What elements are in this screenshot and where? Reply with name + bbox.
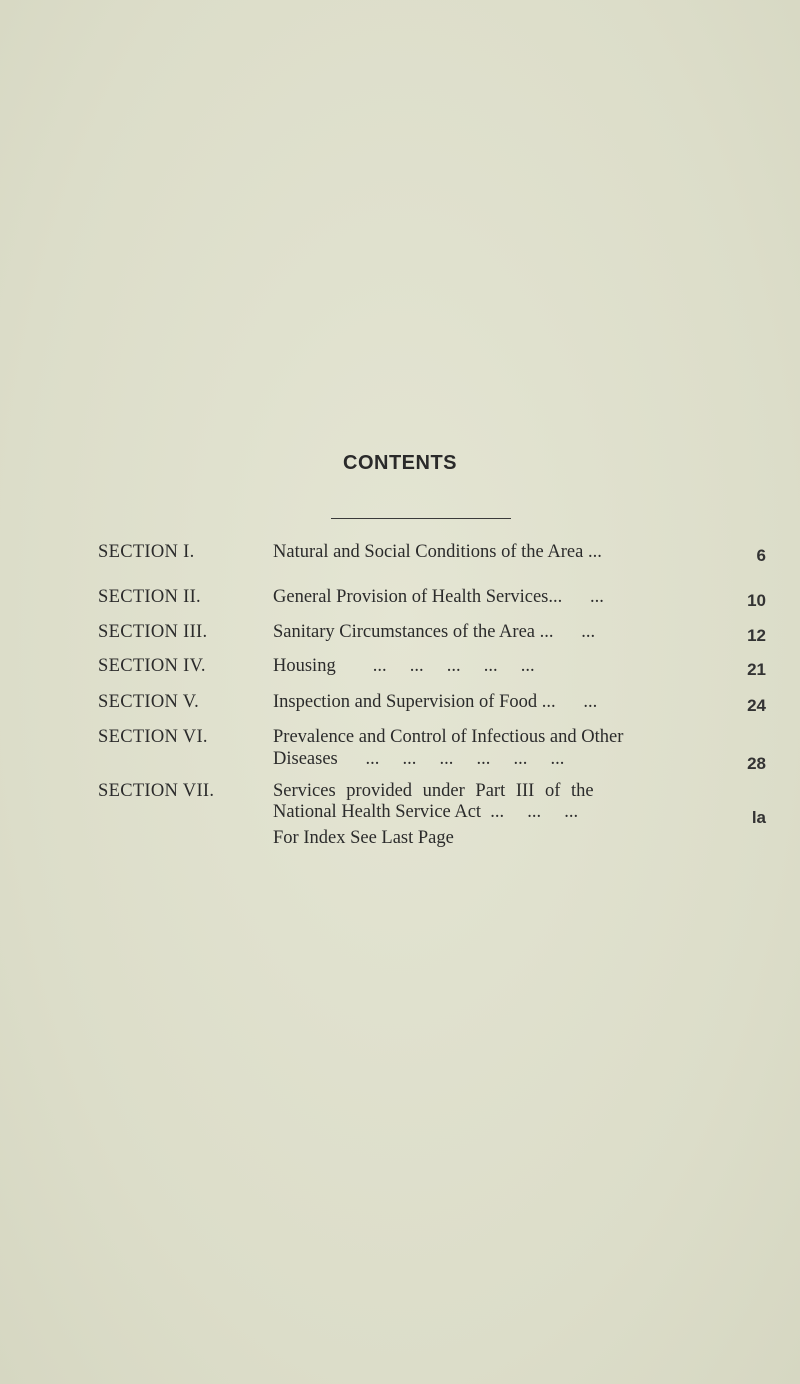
- section-label: SECTION III.: [98, 622, 208, 642]
- section-title: Sanitary Circumstances of the Area ... ...: [273, 622, 596, 642]
- page-number: 6: [756, 546, 766, 565]
- section-title: Inspection and Supervision of Food ... ...: [273, 692, 598, 712]
- page-number: 21: [747, 660, 766, 679]
- section-title: Housing ... ... ... ... ...: [273, 656, 535, 676]
- section-title: General Provision of Health Services... ...: [273, 587, 604, 607]
- page-number: 10: [747, 591, 766, 610]
- page-number: la: [751, 808, 766, 827]
- page-title: CONTENTS: [343, 452, 457, 474]
- page-number: 24: [747, 696, 766, 715]
- section-label: SECTION VI.: [98, 727, 208, 747]
- page-number: 12: [747, 626, 766, 645]
- section-title-continued: National Health Service Act ... ... ...: [273, 802, 579, 822]
- section-title: Natural and Social Conditions of the Area ...: [273, 542, 602, 562]
- section-title: Services provided under Part III of the: [273, 781, 594, 801]
- section-label: SECTION VII.: [98, 781, 215, 801]
- section-title: Prevalence and Control of Infectious and Other: [273, 727, 624, 747]
- section-label: SECTION II.: [98, 587, 201, 607]
- title-rule: [331, 518, 511, 519]
- index-note: For Index See Last Page: [273, 828, 454, 848]
- page-number: 28: [747, 754, 766, 773]
- section-label: SECTION IV.: [98, 656, 206, 676]
- section-label: SECTION I.: [98, 542, 195, 562]
- section-title-continued: Diseases ... ... ... ... ... ...: [273, 749, 565, 769]
- section-label: SECTION V.: [98, 692, 200, 712]
